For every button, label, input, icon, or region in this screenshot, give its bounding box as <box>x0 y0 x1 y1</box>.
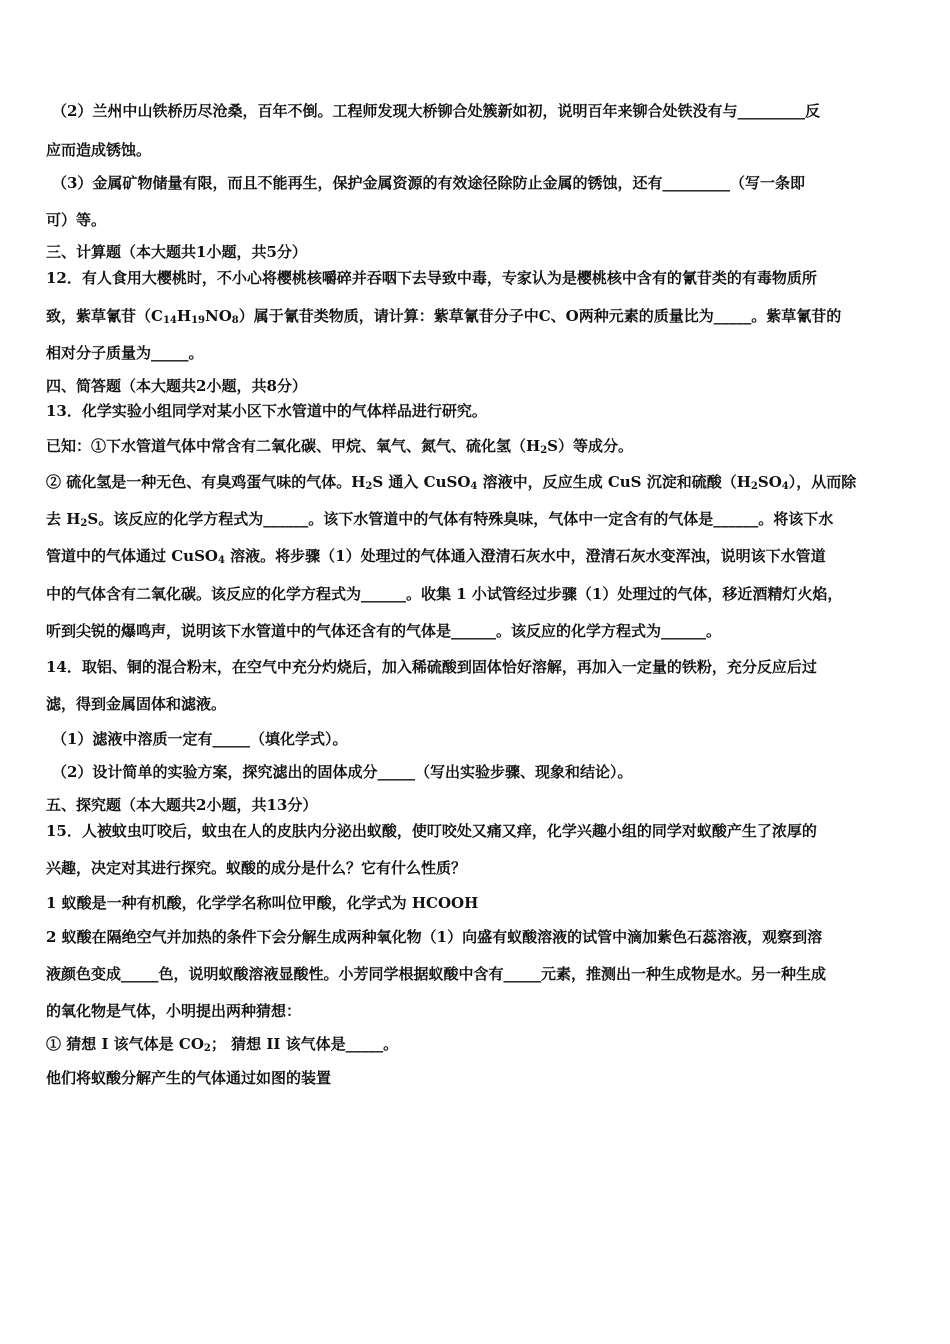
text: 滤，得到金属固体和滤液。 <box>46 695 227 713</box>
text: 听到尖锐的爆鸣声，说明该下水管道中的气体还含有的气体是______。该反应的化学方程式为______。 <box>46 622 722 640</box>
subscript: 4 <box>781 481 789 492</box>
text: 他们将蚁酸分解产生的气体通过如图的装置 <box>46 1069 332 1087</box>
text: ； 猜想 II 该气体是_____。 <box>210 1035 399 1053</box>
text: NO <box>204 307 232 325</box>
subscript: 2 <box>365 481 373 492</box>
line-q13g <box>46 621 721 641</box>
line-q13d <box>46 509 833 534</box>
text: 管道中的气体通过 CuSO <box>46 547 218 565</box>
line-q15e <box>46 964 826 984</box>
text: 兴趣，决定对其进行探究。蚁酸的成分是什么？它有什么性质？ <box>46 859 467 877</box>
subscript: 14 <box>162 315 177 326</box>
text: H <box>176 307 192 325</box>
text: 四、简答题（本大题共2小题，共8分） <box>46 377 307 395</box>
text: 溶液。将步骤（1）处理过的气体通入澄清石灰水中，澄清石灰水变浑浊，说明该下水管道 <box>224 547 826 565</box>
subscript: 2 <box>203 1043 211 1054</box>
text: 液颜色变成_____色，说明蚁酸溶液显酸性。小芳同学根据蚁酸中含有_____元素，推测出一种生成物是水。另一种生成 <box>46 965 827 983</box>
subscript: 8 <box>231 315 239 326</box>
line-q14-1 <box>52 729 347 749</box>
subscript: 2 <box>750 481 758 492</box>
line-q15c <box>46 893 478 913</box>
line-q15g <box>46 1034 398 1059</box>
line-q13c <box>46 472 856 497</box>
line-q15a <box>46 821 817 841</box>
line-q13b <box>46 436 633 461</box>
line-q13a <box>46 401 487 421</box>
line-q15f <box>46 1001 301 1021</box>
text: 12．有人食用大樱桃时，不小心将樱桃核嚼碎并吞咽下去导致中毒，专家认为是樱桃核中含有的氰苷类的有毒物质所 <box>46 269 817 287</box>
subscript: 4 <box>470 481 478 492</box>
section-heading-calculation <box>46 242 307 262</box>
text: S）等成分。 <box>547 437 633 455</box>
subscript: 19 <box>191 315 205 326</box>
line-q13f <box>46 584 842 604</box>
line-q11-3b <box>46 210 106 230</box>
text: 的氧化物是气体，小明提出两种猜想： <box>46 1002 302 1020</box>
text: （2）设计简单的实验方案，探究滤出的固体成分_____（写出实验步骤、现象和结论）。 <box>52 763 633 781</box>
line-q15d <box>46 927 822 947</box>
text: ）属于氰苷类物质，请计算：紫草氰苷分子中C、O两种元素的质量比为_____。紫草氰苷的 <box>238 307 842 325</box>
line-q12c <box>46 343 204 363</box>
text: 相对分子质量为_____。 <box>46 344 204 362</box>
text: 15．人被蚊虫叮咬后，蚊虫在人的皮肤内分泌出蚁酸，使叮咬处又痛又痒，化学兴趣小组的同学对蚁酸产生了浓厚的 <box>46 822 817 840</box>
line-q13e <box>46 546 826 571</box>
line-q15h <box>46 1068 331 1088</box>
line-q11-2a <box>52 101 820 121</box>
line-q14a <box>46 657 817 677</box>
section-heading-short-answer <box>46 376 307 396</box>
text: 溶液中，反应生成 CuS 沉淀和硫酸（H <box>477 473 751 491</box>
text: 14．取铝、铜的混合粉末，在空气中充分灼烧后，加入稀硫酸到固体恰好溶解，再加入一定量的铁粉，充分反应后过 <box>46 658 817 676</box>
line-q14b <box>46 694 226 714</box>
line-q11-3a <box>52 173 805 193</box>
line-q12b <box>46 306 841 331</box>
text: ① 猜想 I 该气体是 CO <box>46 1035 204 1053</box>
text: 1 蚁酸是一种有机酸，化学学名称叫位甲酸，化学式为 HCOOH <box>46 894 479 912</box>
text: 13．化学实验小组同学对某小区下水管道中的气体样品进行研究。 <box>46 402 487 420</box>
text: 应而造成锈蚀。 <box>46 141 152 159</box>
text: 致，紫草氰苷（C <box>46 307 163 325</box>
text: （3）金属矿物储量有限，而且不能再生，保护金属资源的有效途径除防止金属的锈蚀，还有_________（写一条即 <box>52 174 805 192</box>
text: 去 H <box>46 510 81 528</box>
subscript: 2 <box>540 445 548 456</box>
text: S。该反应的化学方程式为______。该下水管道中的气体有特殊臭味，气体中一定含有的气体是______。将该下水 <box>87 510 834 528</box>
text: 中的气体含有二氧化碳。该反应的化学方程式为______。收集 1 小试管经过步骤（1）处理过的气体，移近酒精灯火焰， <box>46 585 843 603</box>
text: 五、探究题（本大题共2小题，共13分） <box>46 796 318 814</box>
text: 三、计算题（本大题共1小题，共5分） <box>46 243 307 261</box>
text: 已知：①下水管道气体中常含有二氧化碳、甲烷、氧气、氮气、硫化氢（H <box>46 437 541 455</box>
text: ），从而除 <box>788 473 857 491</box>
text: SO <box>757 473 782 491</box>
line-q15b <box>46 858 466 878</box>
subscript: 2 <box>80 518 88 529</box>
text: 可）等。 <box>46 211 107 229</box>
text: （1）滤液中溶质一定有_____（填化学式）。 <box>52 730 348 748</box>
text: 2 蚁酸在隔绝空气并加热的条件下会分解生成两种氧化物（1）向盛有蚁酸溶液的试管中滴加紫色石蕊溶液，观察到溶 <box>46 928 823 946</box>
line-q11-2b <box>46 140 151 160</box>
text: S 通入 CuSO <box>372 473 471 491</box>
text: ② 硫化氢是一种无色、有臭鸡蛋气味的气体。H <box>46 473 366 491</box>
line-q12a <box>46 268 817 288</box>
text: （2）兰州中山铁桥历尽沧桑，百年不倒。工程师发现大桥铆合处簇新如初，说明百年来铆合处铁没有与_________反 <box>52 102 820 120</box>
subscript: 4 <box>217 555 225 566</box>
line-q14-2 <box>52 762 632 782</box>
section-heading-inquiry <box>46 795 317 815</box>
